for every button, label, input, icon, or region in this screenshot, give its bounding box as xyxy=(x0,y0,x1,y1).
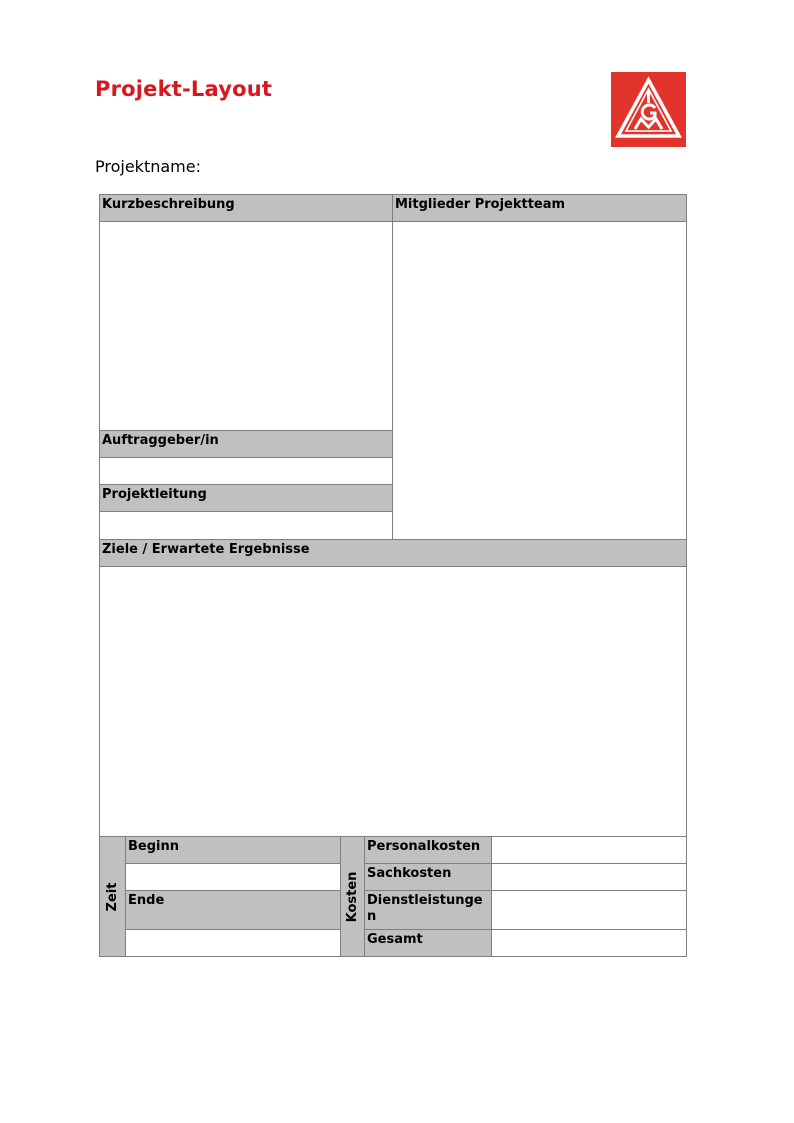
auftraggeber-field[interactable] xyxy=(100,458,393,485)
sachkosten-label: Sachkosten xyxy=(365,864,492,891)
zeit-label: Zeit xyxy=(104,882,120,911)
personalkosten-label: Personalkosten xyxy=(365,837,492,864)
ziele-field[interactable] xyxy=(100,567,687,837)
project-name-label: Projektname: xyxy=(95,157,201,176)
projektleitung-header: Projektleitung xyxy=(100,485,393,512)
auftraggeber-header: Auftraggeber/in xyxy=(100,431,393,458)
mitglieder-header: Mitglieder Projektteam xyxy=(393,195,687,222)
igm-logo xyxy=(611,72,686,147)
ende-header: Ende xyxy=(126,891,341,930)
project-form-table xyxy=(99,194,687,837)
projektleitung-field[interactable] xyxy=(100,512,393,540)
dienstleistungen-field[interactable] xyxy=(492,891,687,930)
kurzbeschreibung-header: Kurzbeschreibung xyxy=(100,195,393,222)
ziele-header: Ziele / Erwartete Ergebnisse xyxy=(100,540,687,567)
kosten-label-cell xyxy=(341,837,365,957)
kosten-label: Kosten xyxy=(344,871,360,922)
gesamt-label: Gesamt xyxy=(365,930,492,957)
time-cost-table xyxy=(99,836,687,957)
sachkosten-field[interactable] xyxy=(492,864,687,891)
personalkosten-field[interactable] xyxy=(492,837,687,864)
gesamt-field[interactable] xyxy=(492,930,687,957)
ende-field[interactable] xyxy=(126,930,341,957)
zeit-label-cell xyxy=(100,837,126,957)
mitglieder-field[interactable] xyxy=(393,222,687,540)
dienstleistungen-label: Dienstleistungen xyxy=(365,891,492,930)
kurzbeschreibung-field[interactable] xyxy=(100,222,393,431)
page-title: Projekt-Layout xyxy=(95,77,273,101)
beginn-header: Beginn xyxy=(126,837,341,864)
beginn-field[interactable] xyxy=(126,864,341,891)
